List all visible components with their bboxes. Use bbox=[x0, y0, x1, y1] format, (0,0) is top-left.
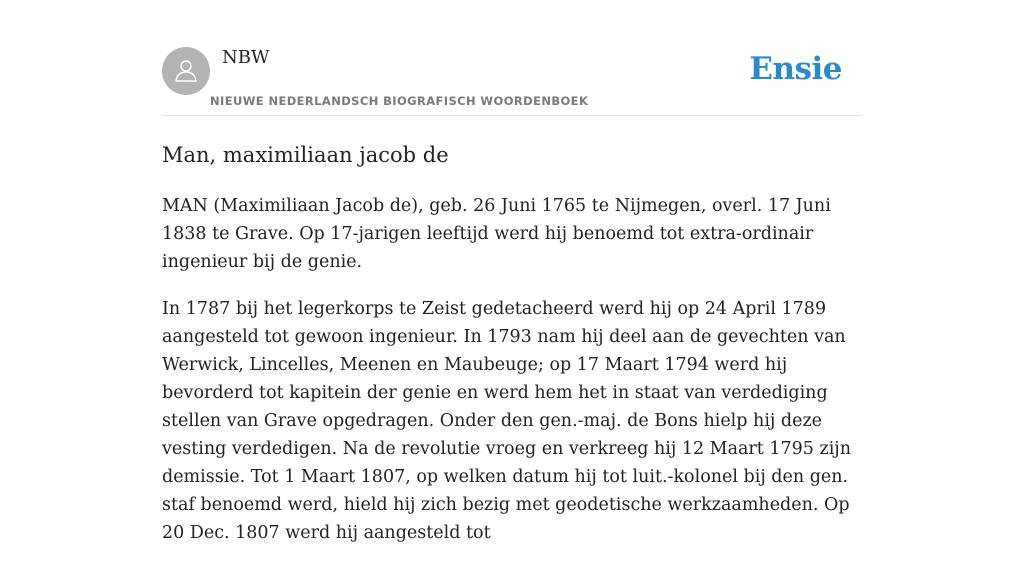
source-full-name: NIEUWE NEDERLANDSCH BIOGRAFISCH WOORDENBOEK bbox=[210, 94, 589, 108]
article-body bbox=[162, 192, 862, 566]
article-paragraph: MAN (Maximiliaan Jacob de), geb. 26 Juni 1765 te Nijmegen, overl. 17 Juni 1838 te Grave. Op 17-jarigen leeftijd werd hij benoemd tot extra-ordinair ingenieur bij de genie. bbox=[162, 196, 831, 272]
brand-logo-link[interactable]: Ensie bbox=[749, 51, 842, 87]
user-icon bbox=[171, 56, 201, 86]
article-paragraph: In 1787 bij het legerkorps te Zeist gedetacheerd werd hij op 24 April 1789 aangesteld tot gewoon ingenieur. In 1793 nam hij deel aan de gevechten van Werwick, Lincelles, Meenen en Maubeuge; op 17 Maart 1794 werd hij bevorderd tot kapitein der genie en werd hem het in staat van verdediging stellen van Grave opgedragen. Onder den gen.-maj. de Bons hielp hij deze vesting verdedigen. Na de revolutie vroeg en verkreeg hij 12 Maart 1795 zijn demissie. Tot 1 Maart 1807, op welken datum hij tot luit.-kolonel bij den gen. staf benoemd werd, hield hij zich bezig met geodetische werkzaamheden. Op 20 Dec. 1807 werd hij aangesteld tot bbox=[162, 299, 852, 543]
article-title: Man, maximiliaan jacob de bbox=[162, 143, 449, 167]
source-avatar[interactable] bbox=[162, 47, 210, 95]
source-name-link[interactable]: NBW bbox=[222, 47, 270, 68]
source-header bbox=[162, 0, 862, 116]
